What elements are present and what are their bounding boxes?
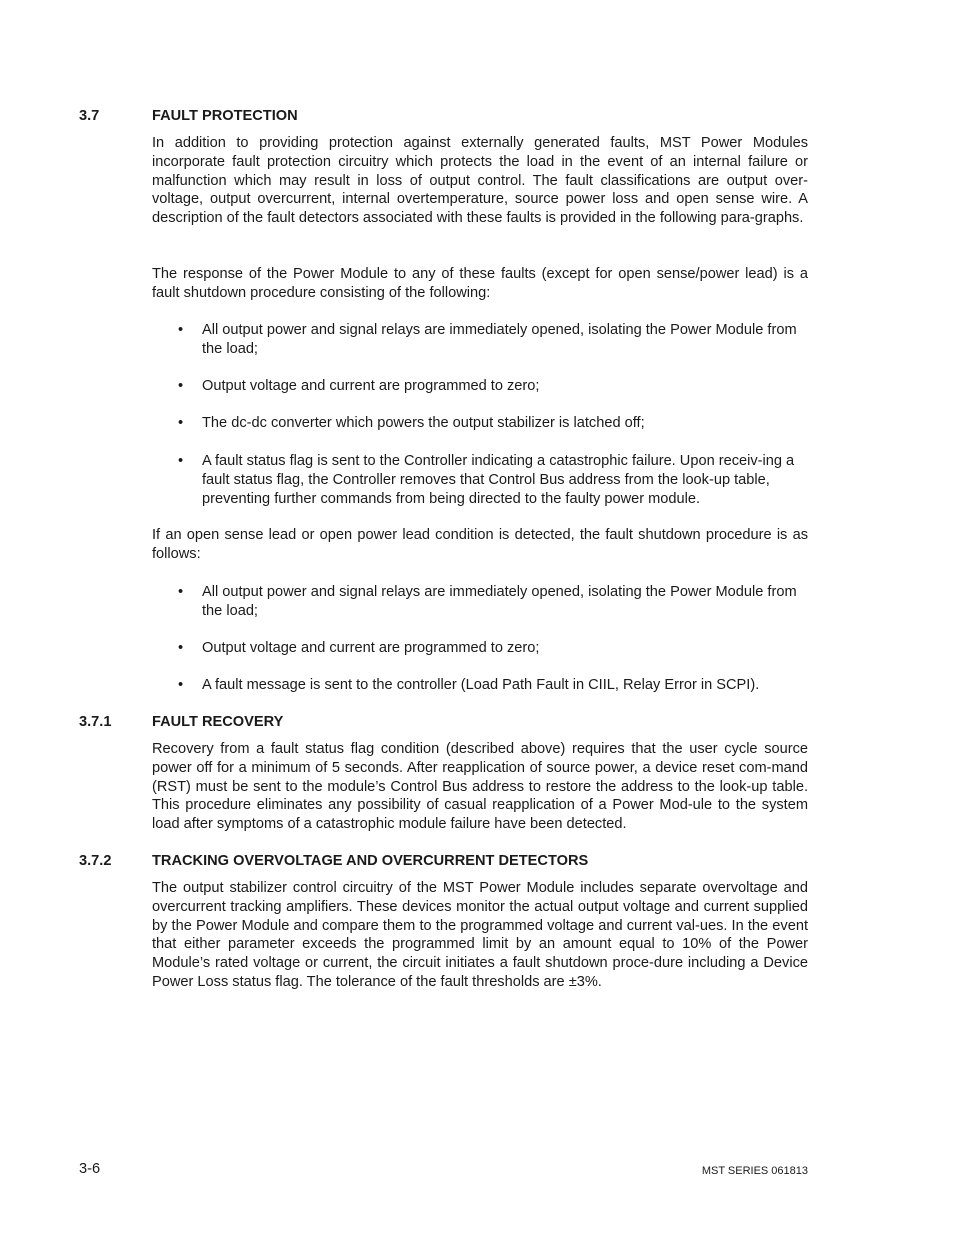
paragraph-tracking-detectors: The output stabilizer control circuitry of the MST Power Module includes separate overvoltage and overcurrent tracking amplifiers. These devices monitor the actual output voltage and current supplied by the Power Module and compare them to the programmed voltage and current val-ues. In the event that either parameter exceeds the programmed limit by an amount equal to 10% of the Power Module’s rated voltage or current, the circuit initiates a fault shutdown proce-dure including a Device Power Loss status flag. The tolerance of the fault thresholds are ±3%. <box>152 880 808 990</box>
bullet-marker: • <box>178 640 184 656</box>
list-item <box>152 639 808 658</box>
bullet-marker: • <box>178 453 184 469</box>
section-number: 3.7.1 <box>79 714 112 730</box>
list-item <box>152 676 808 695</box>
list-item-text: The dc-dc converter which powers the output stabilizer is latched off; <box>202 415 645 431</box>
section-title: FAULT RECOVERY <box>152 714 284 730</box>
bullet-marker: • <box>178 322 184 338</box>
section-number: 3.7.2 <box>79 853 112 869</box>
paragraph-open-sense: If an open sense lead or open power lead condition is detected, the fault shutdown procedure is as follows: <box>152 527 808 562</box>
list-item <box>152 583 808 621</box>
bullet-marker: • <box>178 378 184 394</box>
list-item-text: Output voltage and current are programmed to zero; <box>202 378 540 394</box>
list-item-text: Output voltage and current are programmed to zero; <box>202 640 540 656</box>
section-number: 3.7 <box>79 108 100 124</box>
list-item-text: A fault message is sent to the controller (Load Path Fault in CIIL, Relay Error in SCPI). <box>202 677 760 693</box>
paragraph-fault-recovery: Recovery from a fault status flag condition (described above) requires that the user cycle source power off for a minimum of 5 seconds. After reapplication of source power, a device reset com-mand (RST) must be sent to the module’s Control Bus address to restore the address to the look-up table. This procedure eliminates any possibility of casual reapplication of a Power Mod-ule to the system load after symptoms of a catastrophic module failure have been detected. <box>152 741 808 833</box>
list-item <box>152 414 808 433</box>
document-id: MST SERIES 061813 <box>701 1165 808 1177</box>
list-item-text: All output power and signal relays are immediately opened, isolating the Power Module from the load; <box>202 584 797 619</box>
section-title: FAULT PROTECTION <box>152 108 298 124</box>
list-item <box>152 321 808 359</box>
page-number: 3-6 <box>79 1161 101 1177</box>
list-item <box>152 452 808 508</box>
list-item <box>152 377 808 396</box>
bullet-marker: • <box>178 584 184 600</box>
section-title: TRACKING OVERVOLTAGE AND OVERCURRENT DETECTORS <box>152 853 589 869</box>
paragraph-fault-response: The response of the Power Module to any of these faults (except for open sense/power lead) is a fault shutdown procedure consisting of the following: <box>152 266 808 301</box>
bullet-marker: • <box>178 415 184 431</box>
list-item-text: A fault status flag is sent to the Controller indicating a catastrophic failure. Upon receiv-ing a fault status flag, the Controller removes that Control Bus address from the look-up table, preventing further commands from being directed to the faulty power module. <box>202 453 795 507</box>
paragraph-fault-protection-intro: In addition to providing protection against externally generated faults, MST Power Modules incorporate fault protection circuitry which protects the load in the event of an internal failure or malfunction which may result in loss of output control. The fault classifications are output over-voltage, output overcurrent, internal overtemperature, source power loss and open sense wire. A description of the fault detectors associated with these faults is provided in the following para-graphs. <box>152 135 808 227</box>
bullet-marker: • <box>178 677 184 693</box>
list-item-text: All output power and signal relays are immediately opened, isolating the Power Module from the load; <box>202 322 797 357</box>
